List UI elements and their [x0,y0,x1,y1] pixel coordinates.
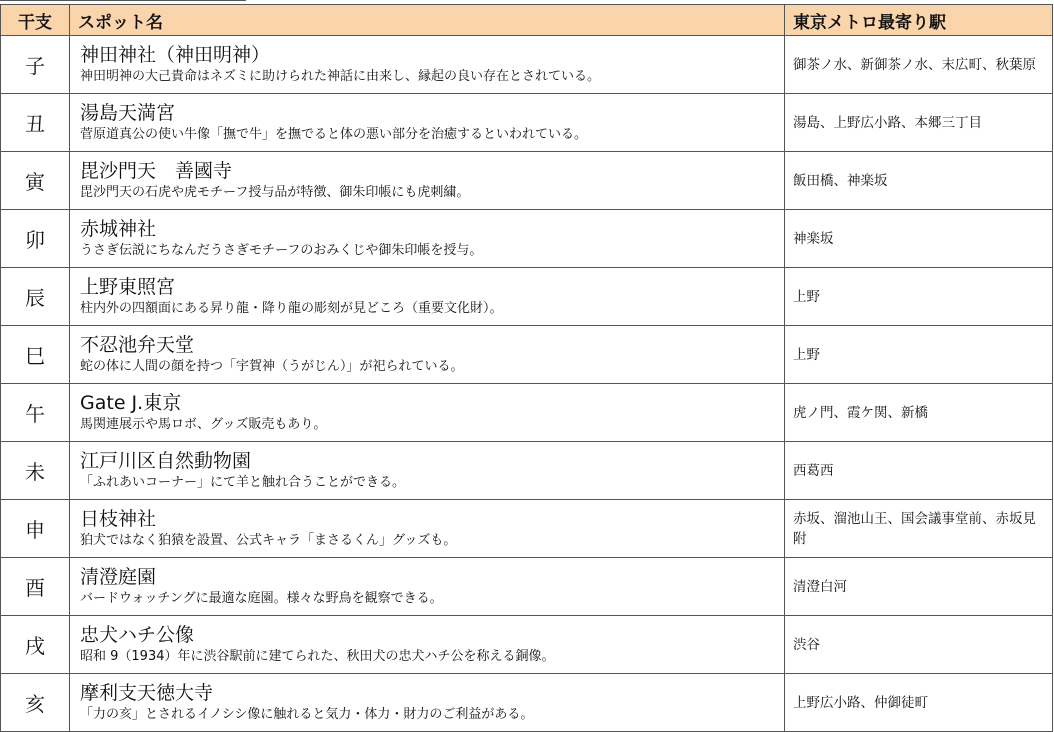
spot-cell [70,674,785,732]
station-cell: 湯島、上野広小路、本郷三丁目 [785,94,1053,152]
spot-name: 赤城神社 [80,218,157,240]
eto-cell: 戌 [1,616,70,674]
eto-cell: 亥 [1,674,70,732]
table-row [1,36,1053,94]
station-cell: 上野 [785,268,1053,326]
eto-cell: 酉 [1,558,70,616]
station-cell: 神楽坂 [785,210,1053,268]
spot-cell [70,268,785,326]
table-row [1,616,1053,674]
station-cell: 飯田橋、神楽坂 [785,152,1053,210]
spot-description: 菅原道真公の使い牛像「撫で牛」を撫でると体の悪い部分を治癒するといわれている。 [80,127,588,142]
spot-name: 湯島天満宮 [80,102,176,124]
spot-cell [70,36,785,94]
eto-cell: 午 [1,384,70,442]
spot-cell [70,500,785,558]
spot-name: 神田神社（神田明神） [80,44,271,66]
table-row [1,384,1053,442]
eto-cell: 申 [1,500,70,558]
station-cell: 渋谷 [785,616,1053,674]
station-cell: 清澄白河 [785,558,1053,616]
spot-cell [70,442,785,500]
eto-spot-table [0,4,1053,732]
spot-cell [70,326,785,384]
spot-description: 狛犬ではなく狛猿を設置、公式キャラ「まさるくん」グッズも。 [80,533,457,548]
table-row [1,326,1053,384]
spot-description: バードウォッチングに最適な庭園。様々な野鳥を観察できる。 [80,591,443,606]
station-cell: 赤坂、溜池山王、国会議事堂前、赤坂見附 [785,500,1053,558]
header-row [1,5,1053,36]
header-spot: スポット名 [70,5,785,36]
spot-name: 清澄庭園 [80,566,157,588]
eto-cell: 未 [1,442,70,500]
header-station: 東京メトロ最寄り駅 [785,5,1053,36]
table-body [1,36,1053,732]
eto-cell: 巳 [1,326,70,384]
spot-name: 上野東照宮 [80,276,176,298]
station-cell: 虎ノ門、霞ケ関、新橋 [785,384,1053,442]
header-eto: 干支 [1,5,70,36]
spot-description: 柱内外の四額面にある昇り龍・降り龍の彫刻が見どころ（重要文化財）。 [80,301,503,316]
station-cell: 上野 [785,326,1053,384]
spot-cell [70,558,785,616]
table-row [1,210,1053,268]
spot-description: 「ふれあいコーナー」にて羊と触れ合うことができる。 [80,475,406,490]
spot-cell [70,616,785,674]
spot-description: 昭和 9（1934）年に渋谷駅前に建てられた、秋田犬の忠犬ハチ公を称える銅像。 [80,649,555,664]
station-cell: 御茶ノ水、新御茶ノ水、末広町、秋葉原 [785,36,1053,94]
spot-cell [70,94,785,152]
spot-cell [70,384,785,442]
spot-name: Gate J.東京 [80,392,182,414]
table-row [1,152,1053,210]
spot-description: 神田明神の大己貴命はネズミに助けられた神話に由来し、縁起の良い存在とされている。 [80,69,601,84]
eto-cell: 寅 [1,152,70,210]
spot-name: 江戸川区自然動物園 [80,450,252,472]
table-row [1,94,1053,152]
table-row [1,674,1053,732]
spot-name: 毘沙門天 善國寺 [80,160,233,182]
spot-name: 忠犬ハチ公像 [80,624,195,646]
top-rule [0,0,246,1]
spot-name: 摩利支天徳大寺 [80,682,214,704]
spot-description: 「力の亥」とされるイノシシ像に触れると気力・体力・財力のご利益がある。 [80,707,534,722]
station-cell: 西葛西 [785,442,1053,500]
table-row [1,558,1053,616]
spot-description: 馬関連展示や馬ロボ、グッズ販売もあり。 [80,417,327,432]
table-row [1,442,1053,500]
spot-description: うさぎ伝説にちなんだうさぎモチーフのおみくじや御朱印帳を授与。 [80,243,483,258]
spot-cell [70,210,785,268]
table-row [1,268,1053,326]
table-header [1,5,1053,36]
station-cell: 上野広小路、仲御徒町 [785,674,1053,732]
table-row [1,500,1053,558]
eto-cell: 卯 [1,210,70,268]
spot-cell [70,152,785,210]
spot-description: 蛇の体に人間の顔を持つ「宇賀神（うがじん）」が祀られている。 [80,359,464,374]
eto-cell: 子 [1,36,70,94]
spot-name: 日枝神社 [80,508,157,530]
eto-cell: 辰 [1,268,70,326]
spot-name: 不忍池弁天堂 [80,334,195,356]
spot-description: 毘沙門天の石虎や虎モチーフ授与品が特徴、御朱印帳にも虎刺繍。 [80,185,470,200]
eto-cell: 丑 [1,94,70,152]
